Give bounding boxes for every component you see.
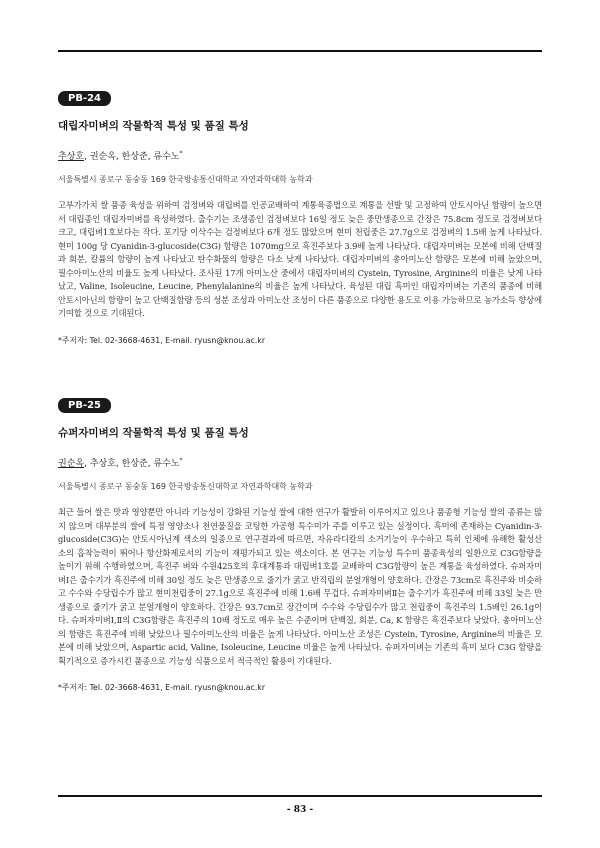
corresponding-mark: *	[179, 457, 183, 464]
page-number: - 83 -	[286, 805, 314, 815]
corresponding-mark: *	[179, 150, 183, 157]
paper-abstract: 최근 들어 쌀은 맛과 영양뿐만 아니라 기능성이 강화된 기능성 쌀에 대한 연구가 활발히 이루어지고 있으나 품종형 기능성 쌀의 종류는 많지 않으며 대부분의 쌀에 특정 영양소나 천연물질을 코팅한 가공형 특수미가 주를 이루고 있는 실정이다. 흑미에 존재하는 Cyanidin-3-glucoside(C3G)는 안토시아닌계 색소의 일종으로 연구결과에 따르면, 자유라디칼의 소거기능이 우수하고 특히 인체에 유해한 활성산소의 흡착능력이 뛰어나 항산화제로서의 기능이 재평가되고 있는 색소이다. 본 연구는 기능성 특수미 품종육성의 일환으로 C3G함량을 높이기 위해 수행하였으며, 흑진주 벼와 수원425호의 후대계통과 대립벼1호를 교배하여 C3G함량이 높은 계통을 육성하였다. 슈퍼자미벼Ⅰ은 출수기가 흑진주에 비해 30일 정도 늦은 만생종으로 줄기가 굵고 반직립의 분얼개형이 양호하다. 간장은 73cm로 흑진주와 비슷하고 수수와 수당립수가 많고 현미천립중이 27.1g으로 흑진주에 비해 1.6배 무겁다. 슈퍼자미벼Ⅱ는 출수기가 흑진주에 비해 33일 늦은 만생종으로 줄기가 굵고 분얼개형이 양호하다. 간장은 93.7cm로 장간이며 수수와 수당립수가 많고 천립중이 흑진주의 1.5배인 26.1g이다. 슈퍼자미벼Ⅰ,Ⅱ의 C3G함량은 흑진주의 10배 정도로 매우 높은 수준이며 단백질, 회분, Ca, K 함량은 흑진주보다 낮았다. 총아미노산의 함량은 흑진주에 비해 낮았으나 필수아미노산의 비율은 높게 나타났다. 아미노산 조성은 Cystein, Tyrosine, Arginine의 비율은 모본에 비해 낮았으며, Aspartic acid, Valine, Isoleucine, Leucine 비율은 높게 나타났다. 슈퍼자미벼는 기존의 흑미 보다 C3G 함량을 획기적으로 증가시킨 품종으로 기능성 식품으로서 적극적인 활용이 기대된다.	[58, 507, 542, 666]
other-authors: , 추상호, 한상준, 류수노	[84, 459, 180, 469]
other-authors: , 권순옥, 한상준, 류수노	[84, 152, 180, 162]
paper-affiliation: 서울특별시 종로구 동숭동 169 한국방송통신대학교 자연과학대학 농학과	[58, 175, 313, 184]
paper-authors	[58, 456, 542, 469]
paper-authors	[58, 149, 542, 162]
paper-title: 슈퍼자미벼의 작물학적 특성 및 품질 특성	[58, 427, 249, 439]
paper-abstract: 고부가가치 쌀 품종 육성을 위하여 검정벼와 대립벼를 인공교배하여 계통육종법으로 계통을 선발 및 고정하여 안토시아닌 함량이 높으면서 대립종인 대립자미벼를 육성하였다. 출수기는 조생종인 검정벼보다 16일 정도 늦은 중만생종으로 간장은 75.8cm 정도로 검정벼보다 크고, 대립벼1호보다는 작다. 포기당 이삭수는 검정벼보다 6개 정도 많았으며 현미 천립중은 27.7g으로 검정벼의 1.5배 높게 나타났다. 현미 100g 당 Cyanidin-3-glucoside(C3G) 함량은 1070mg으로 흑진주보다 3.9배 높게 나타났다. 대립자미벼는 모본에 비해 단백질과 회분, 칼륨의 함량이 높게 나타났고 탄수화물의 함량은 다소 낮게 나타났다. 대립자미벼의 총아미노산 함량은 모본에 비해 높았으며, 필수아미노산의 비율도 높게 나타났다. 조사된 17개 아미노산 중에서 대립자미벼의 Cystein, Tyrosine, Arginine의 비율은 낮게 나타났고, Valine, Isoleucine, Leucine, Phenylalanine의 비율은 높게 나타났다. 육성된 대립 흑미인 대립자미벼는 기존의 품종에 비해 안토시아닌의 함량이 높고 단백질함량 등의 성분 조성과 아미노산 조성이 다른 품종으로 다양한 용도로 이용 가능하므로 농가소득 향상에 기여할 것으로 기대된다.	[58, 200, 542, 318]
paper-title: 대립자미벼의 작물학적 특성 및 품질 특성	[58, 120, 249, 132]
top-rule	[58, 50, 542, 52]
paper-pb24	[58, 86, 542, 346]
paper-code-badge: PB-25	[58, 398, 111, 413]
bottom-rule	[58, 795, 542, 797]
paper-code-badge: PB-24	[58, 91, 111, 106]
first-author: 권순옥	[58, 459, 85, 469]
paper-affiliation: 서울특별시 종로구 동숭동 169 한국방송통신대학교 자연과학대학 농학과	[58, 482, 313, 491]
paper-contact: *주저자: Tel. 02-3668-4631, E-mail. ryusn@knou.ac.kr	[58, 335, 266, 345]
first-author: 추상호	[58, 152, 85, 162]
paper-contact: *주저자: Tel. 02-3668-4631, E-mail. ryusn@knou.ac.kr	[58, 683, 266, 692]
paper-pb25	[58, 393, 542, 693]
